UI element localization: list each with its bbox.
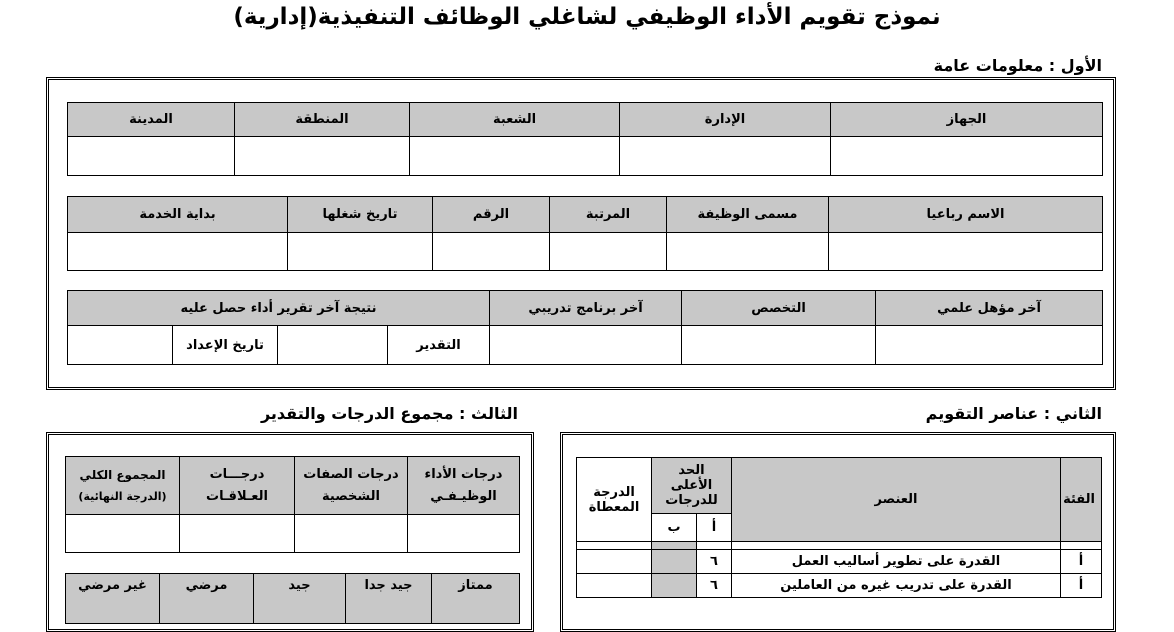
header-training: آخر برنامج تدريبي	[490, 291, 682, 326]
header-total-score: المجموع الكلي (الدرجة النهائية)	[66, 457, 180, 515]
table-row	[577, 574, 1102, 598]
service-start-field[interactable]	[68, 233, 288, 271]
row-element: القدرة على تطوير أساليب العمل	[732, 550, 1061, 574]
row-max-b	[652, 574, 697, 598]
table-row	[577, 550, 1102, 574]
label-prep-date: تاريخ الإعداد	[172, 326, 277, 364]
org-info-table	[67, 102, 1103, 176]
section-evaluation-elements-heading: الثاني : عناصر التقويم	[925, 404, 1102, 423]
full-name-field[interactable]	[829, 233, 1103, 271]
grade-very-good: جيد جدا	[346, 574, 432, 624]
grade-field[interactable]	[550, 233, 667, 271]
grade-excellent: ممتاز	[432, 574, 520, 624]
header-col-a: أ	[697, 514, 732, 542]
header-personal-traits-score: درجات الصفات الشخصية	[295, 457, 408, 515]
header-agency: الجهاز	[831, 103, 1103, 137]
header-job-performance-score: درجات الأداء الوظيـفـي	[408, 457, 520, 515]
grades-table	[65, 573, 520, 624]
evaluation-elements-table	[576, 457, 1102, 598]
header-category: الفئة	[1061, 458, 1102, 542]
qualification-table	[67, 290, 1103, 365]
header-given-score: الدرجة المعطاة	[577, 458, 652, 542]
specialization-field[interactable]	[682, 326, 876, 365]
header-service-start: بداية الخدمة	[68, 197, 288, 233]
department-field[interactable]	[620, 137, 831, 176]
header-region: المنطقة	[235, 103, 410, 137]
grade-unsatisfactory: غير مرضي	[66, 574, 160, 624]
section-totals-heading: الثالث : مجموع الدرجات والتقدير	[260, 404, 518, 423]
row-given-score-field[interactable]	[577, 550, 652, 574]
header-relations-score: درجـــات العـلاقـات	[180, 457, 295, 515]
header-last-report: نتيجة آخر تقرير أداء حصل عليه	[68, 291, 490, 326]
header-department: الإدارة	[620, 103, 831, 137]
row-max-a: ٦	[697, 574, 732, 598]
grade-good: جيد	[254, 574, 346, 624]
header-col-b: ب	[652, 514, 697, 542]
job-title-field[interactable]	[667, 233, 829, 271]
header-occupancy-date: تاريخ شغلها	[288, 197, 433, 233]
header-division: الشعبة	[410, 103, 620, 137]
training-field[interactable]	[490, 326, 682, 365]
qualification-field[interactable]	[876, 326, 1103, 365]
row-category: أ	[1061, 574, 1102, 598]
grade-satisfactory: مرضي	[160, 574, 254, 624]
header-specialization: التخصص	[682, 291, 876, 326]
header-qualification: آخر مؤهل علمي	[876, 291, 1103, 326]
section-general-info-heading: الأول : معلومات عامة	[933, 56, 1102, 75]
row-max-a: ٦	[697, 550, 732, 574]
header-full-name: الاسم رباعيا	[829, 197, 1103, 233]
header-job-title: مسمى الوظيفة	[667, 197, 829, 233]
rating-field[interactable]	[278, 326, 388, 365]
header-grade: المرتبة	[550, 197, 667, 233]
agency-field[interactable]	[831, 137, 1103, 176]
prep-date-field[interactable]	[68, 326, 172, 364]
row-max-b	[652, 550, 697, 574]
division-field[interactable]	[410, 137, 620, 176]
employee-info-table	[67, 196, 1103, 271]
header-city: المدينة	[68, 103, 235, 137]
totals-table	[65, 456, 520, 553]
occupancy-date-field[interactable]	[288, 233, 433, 271]
row-category: أ	[1061, 550, 1102, 574]
region-field[interactable]	[235, 137, 410, 176]
job-performance-score-field[interactable]	[408, 515, 520, 553]
total-score-field[interactable]	[66, 515, 180, 553]
personal-traits-score-field[interactable]	[295, 515, 408, 553]
city-field[interactable]	[68, 137, 235, 176]
header-number: الرقم	[433, 197, 550, 233]
number-field[interactable]	[433, 233, 550, 271]
header-element: العنصر	[732, 458, 1061, 542]
header-max-score: الحد الأعلى للدرجات	[652, 458, 732, 514]
row-element: القدرة على تدريب غيره من العاملين	[732, 574, 1061, 598]
row-given-score-field[interactable]	[577, 574, 652, 598]
label-rating: التقدير	[388, 326, 490, 365]
relations-score-field[interactable]	[180, 515, 295, 553]
page-title: نموذج تقويم الأداء الوظيفي لشاغلي الوظائف التنفيذية(إدارية)	[233, 4, 941, 30]
